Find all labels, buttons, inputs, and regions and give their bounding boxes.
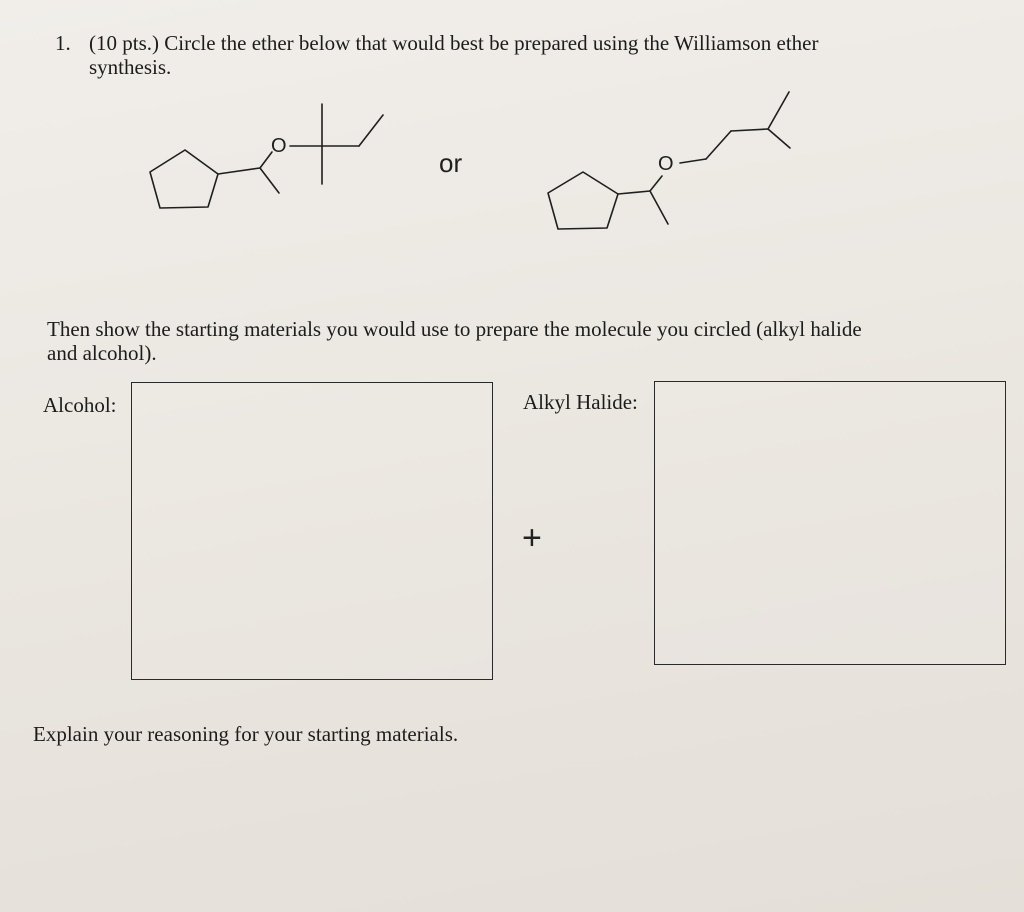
instructions-line2: and alcohol). xyxy=(47,341,157,365)
plus-sign: + xyxy=(522,519,542,557)
right-ring-ch-bond xyxy=(618,191,650,194)
alcohol-answer-box[interactable] xyxy=(131,382,493,680)
or-label: or xyxy=(439,148,463,178)
right-chain-bond-1 xyxy=(706,131,731,159)
explain-reasoning-prompt: Explain your reasoning for your starting materials. xyxy=(33,722,459,746)
right-cyclopentane-ring xyxy=(548,172,618,229)
question-number: 1. xyxy=(55,31,71,55)
right-oxygen-label: O xyxy=(658,153,674,175)
alkyl-halide-label: Alkyl Halide: xyxy=(523,390,638,414)
right-methyl-bond xyxy=(650,191,668,224)
question-prompt-line2: synthesis. xyxy=(89,55,172,79)
alkyl-halide-answer-box[interactable] xyxy=(654,381,1006,665)
left-oxygen-label: O xyxy=(271,135,287,157)
right-o-c-bond xyxy=(680,159,706,163)
alcohol-label: Alcohol: xyxy=(43,393,117,417)
right-chain-bond-2 xyxy=(731,129,768,131)
question-prompt-line1: (10 pts.) Circle the ether below that would best be prepared using the Williamson ether xyxy=(89,31,819,55)
right-isopropyl-up-bond xyxy=(768,92,789,129)
right-isopropyl-down-bond xyxy=(768,129,790,148)
right-ch-o-bond xyxy=(650,176,662,191)
instructions-line1: Then show the starting materials you would use to prepare the molecule you circled (alkyl halide xyxy=(47,317,862,341)
